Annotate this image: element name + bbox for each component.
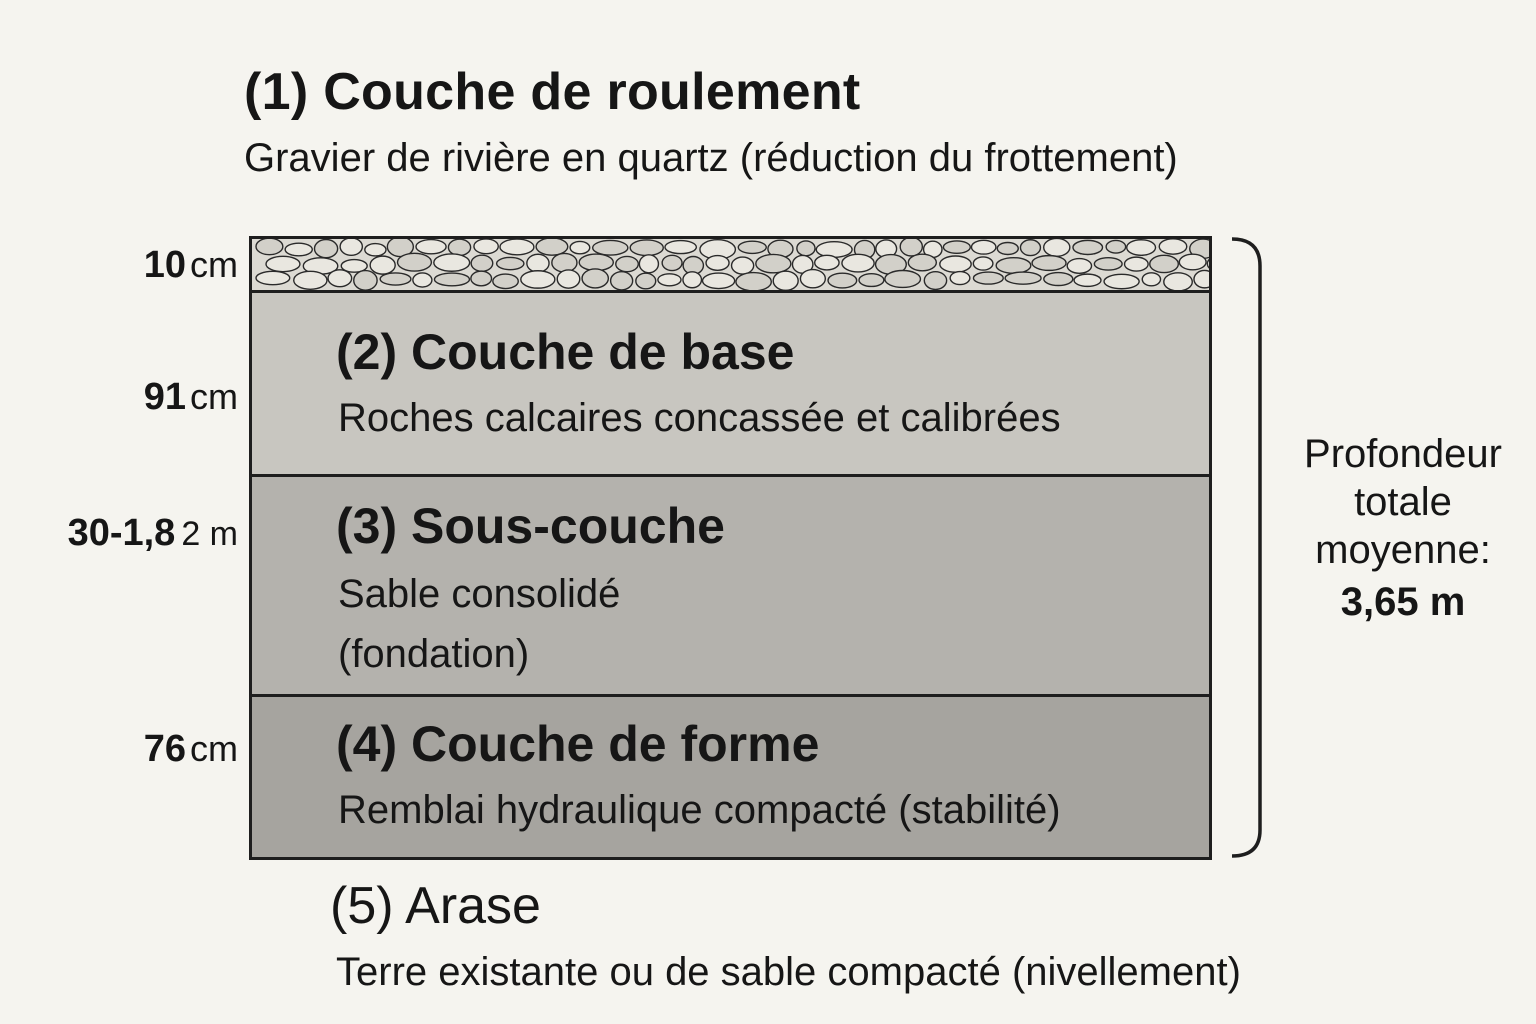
surface-layer-title: (1) Couche de roulement xyxy=(244,63,861,121)
gravel-pebble xyxy=(924,272,946,290)
gravel-pebble xyxy=(474,239,498,254)
gravel-pebble xyxy=(1150,255,1179,272)
gravel-pebble xyxy=(1164,273,1192,290)
gravel-pebble xyxy=(471,271,492,286)
gravel-pebble xyxy=(521,271,555,288)
gravel-pebble xyxy=(370,256,395,274)
base-layer-description: Roches calcaires concassée et calibrées xyxy=(338,396,1061,440)
gravel-pebble xyxy=(738,241,766,253)
gravel-pebble xyxy=(315,240,338,258)
gravel-pebble xyxy=(1159,239,1187,254)
gravel-pebble xyxy=(756,254,791,272)
formation-layer-title: (4) Couche de forme xyxy=(336,716,820,772)
subbase-thickness-label xyxy=(68,512,238,555)
gravel-pebble xyxy=(1032,256,1066,271)
gravel-pebble xyxy=(1194,270,1209,287)
gravel-pebble xyxy=(582,269,608,288)
total-depth-line3: moyenne: xyxy=(1315,528,1491,572)
gravel-pebble xyxy=(732,257,754,274)
gravel-pebble xyxy=(1044,273,1073,286)
subbase-layer-title: (3) Sous-couche xyxy=(336,498,725,554)
thickness-unit: cm xyxy=(190,244,238,285)
gravel-pebble xyxy=(973,257,993,270)
gravel-pebble xyxy=(398,253,432,271)
gravel-pebble xyxy=(354,271,377,290)
gravel-pebble xyxy=(493,274,518,288)
subgrade-layer-title: (5) Arase xyxy=(330,877,541,935)
gravel-pebble xyxy=(256,239,283,255)
gravel-pebble xyxy=(557,270,580,288)
gravel-pebble xyxy=(828,273,857,288)
gravel-pebble xyxy=(593,240,628,255)
gravel-pebble xyxy=(500,239,534,255)
thickness-unit: cm xyxy=(190,728,238,769)
formation-thickness-label xyxy=(144,728,238,771)
gravel-pebble xyxy=(885,271,921,288)
gravel-pebble xyxy=(328,270,352,287)
gravel-pebble xyxy=(950,272,970,285)
gravel-pebble xyxy=(1142,273,1160,286)
gravel-pebble xyxy=(736,273,771,290)
subbase-layer-description-line1: Sable consolidé xyxy=(338,572,621,616)
base-layer-title: (2) Couche de base xyxy=(336,324,795,380)
gravel-pebble xyxy=(611,272,633,290)
total-depth-line1: Profondeur xyxy=(1304,432,1502,476)
gravel-pebble xyxy=(365,244,386,256)
gravel-pebble xyxy=(1104,274,1139,288)
gravel-pebble xyxy=(773,271,798,290)
gravel-pebble xyxy=(703,273,735,288)
gravel-pebble xyxy=(900,239,922,256)
gravel-pebble xyxy=(859,274,884,287)
gravel-pebble xyxy=(1067,259,1091,274)
gravel-pebble xyxy=(815,255,839,270)
gravel-pebble xyxy=(842,254,874,272)
gravel-pebble xyxy=(1074,274,1101,286)
surface-layer-description: Gravier de rivière en quartz (réduction du frottement) xyxy=(244,136,1178,180)
gravel-pebble xyxy=(1020,240,1040,256)
gravel-pebble xyxy=(973,272,1003,284)
gravel-pebble xyxy=(971,240,995,254)
gravel-pebble xyxy=(940,256,971,272)
gravel-pebble xyxy=(706,256,729,271)
base-layer xyxy=(252,293,1209,477)
thickness-value: 30-1,8 xyxy=(67,512,176,554)
gravel-pebble xyxy=(536,239,568,255)
gravel-pebble xyxy=(579,254,613,271)
thickness-unit: cm xyxy=(190,376,238,417)
gravel-pebble xyxy=(380,273,411,285)
total-depth-line2: totale xyxy=(1354,480,1452,524)
gravel-pebble xyxy=(527,254,549,272)
gravel-pebble xyxy=(294,271,327,289)
gravel-pebble xyxy=(413,273,432,287)
gravel-pebble xyxy=(683,272,702,288)
gravel-pebble xyxy=(797,241,815,256)
total-depth-label xyxy=(1278,430,1528,626)
gravel-pebble xyxy=(816,242,852,258)
gravel-pebble xyxy=(570,241,590,253)
gravel-pebble xyxy=(434,273,469,286)
gravel-texture xyxy=(252,239,1209,290)
total-depth-value: 3,65 m xyxy=(1340,580,1466,624)
gravel-pebble xyxy=(434,254,470,271)
gravel-pebble xyxy=(416,240,446,254)
base-thickness-label xyxy=(144,376,238,419)
gravel-pebble xyxy=(1207,257,1209,271)
gravel-pebble xyxy=(1127,240,1156,256)
gravel-pebble xyxy=(996,258,1031,274)
thickness-value: 10 xyxy=(143,244,186,286)
gravel-pebble xyxy=(552,253,577,272)
gravel-pebble xyxy=(340,239,362,255)
gravel-pebble xyxy=(1005,272,1041,284)
gravel-pebble xyxy=(266,256,300,271)
gravel-pebble xyxy=(448,239,470,255)
gravel-pebble xyxy=(497,257,524,269)
total-depth-bracket xyxy=(1228,236,1272,860)
gravel-pebble xyxy=(1044,239,1070,256)
formation-layer xyxy=(252,697,1209,857)
subbase-layer xyxy=(252,477,1209,697)
gravel-pebble xyxy=(639,255,658,273)
gravel-pebble xyxy=(616,256,639,271)
gravel-pebble xyxy=(658,274,681,286)
gravel-pebble xyxy=(636,273,656,289)
gravel-pebble xyxy=(1125,257,1149,271)
gravel-pebble xyxy=(1094,258,1122,270)
gravel-pebble xyxy=(285,243,312,256)
thickness-value: 76 xyxy=(143,728,186,770)
gravel-pebble xyxy=(943,241,970,253)
gravel-layer xyxy=(252,239,1209,293)
gravel-pebble xyxy=(1106,240,1125,253)
gravel-pebble xyxy=(471,255,493,271)
gravel-pebble xyxy=(662,255,682,270)
thickness-value: 91 xyxy=(143,376,186,418)
layer-stack xyxy=(249,236,1212,860)
gravel-pebble xyxy=(665,241,696,254)
subbase-layer-description-line2: (fondation) xyxy=(338,632,530,676)
gravel-pebble xyxy=(800,270,825,288)
gravel-pebble xyxy=(1179,254,1206,270)
gravel-pebble xyxy=(908,254,936,271)
gravel-pebble xyxy=(997,242,1018,254)
gravel-pebble xyxy=(1073,240,1103,254)
subgrade-layer-description: Terre existante ou de sable compacté (nivellement) xyxy=(336,950,1241,994)
gravel-pebble xyxy=(630,240,663,256)
formation-layer-description: Remblai hydraulique compacté (stabilité) xyxy=(338,788,1061,832)
surface-thickness-label xyxy=(144,244,238,287)
thickness-unit: 2 m xyxy=(181,515,238,553)
gravel-pebble xyxy=(256,271,290,284)
